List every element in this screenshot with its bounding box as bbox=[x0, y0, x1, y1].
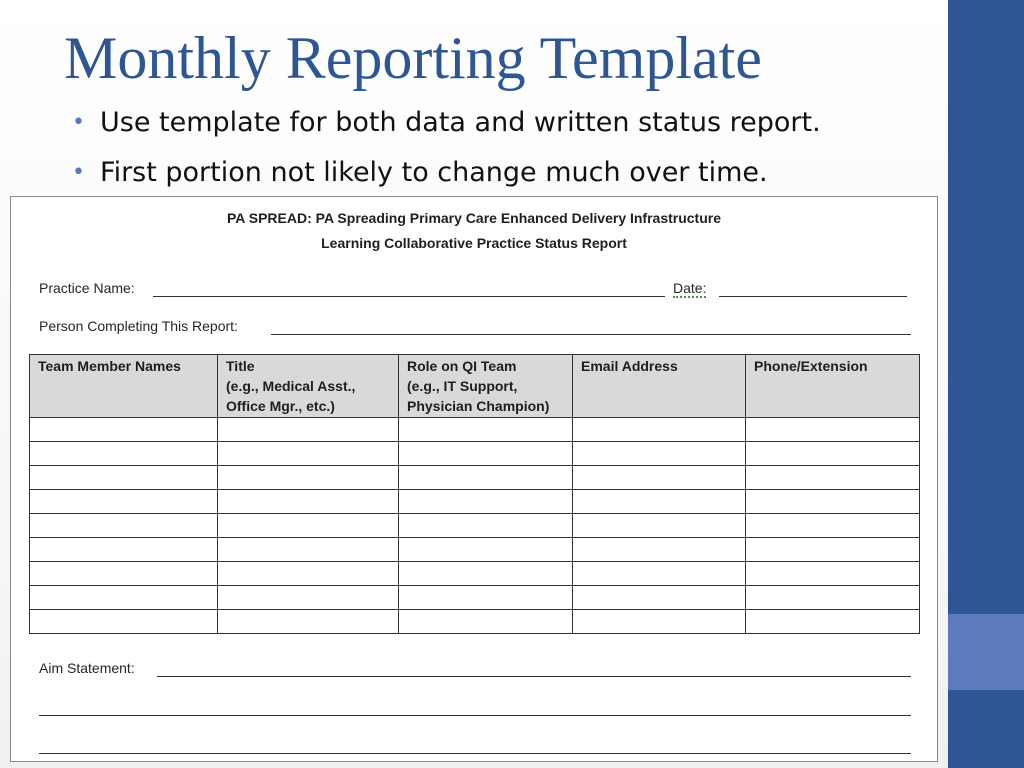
table-cell bbox=[399, 514, 573, 538]
bullet-dot-icon: • bbox=[72, 160, 85, 185]
table-cell bbox=[30, 490, 218, 514]
aim-statement-line-3 bbox=[39, 753, 911, 754]
table-cell bbox=[30, 442, 218, 466]
table-cell bbox=[399, 610, 573, 634]
table-cell bbox=[30, 514, 218, 538]
table-row bbox=[30, 418, 920, 442]
table-cell bbox=[746, 490, 920, 514]
table-cell bbox=[746, 610, 920, 634]
bullet-item bbox=[72, 100, 821, 150]
status-report-form-image bbox=[10, 196, 938, 762]
table-cell bbox=[399, 538, 573, 562]
bullet-list bbox=[72, 100, 821, 200]
date-line bbox=[719, 296, 907, 297]
table-row bbox=[30, 538, 920, 562]
table-cell bbox=[30, 586, 218, 610]
table-cell bbox=[746, 442, 920, 466]
table-cell bbox=[399, 442, 573, 466]
table-cell bbox=[399, 490, 573, 514]
column-header-role-on-qi-team bbox=[399, 355, 573, 418]
header-subtext: Physician Champion) bbox=[407, 398, 550, 414]
table-cell bbox=[399, 586, 573, 610]
header-text: Title bbox=[226, 358, 255, 374]
table-row bbox=[30, 466, 920, 490]
column-header-title bbox=[218, 355, 399, 418]
date-label-wrap bbox=[673, 279, 706, 297]
table-cell bbox=[573, 442, 746, 466]
header-subtext: (e.g., IT Support, bbox=[407, 378, 518, 394]
table-cell bbox=[218, 586, 399, 610]
table-cell bbox=[746, 466, 920, 490]
aim-statement-line-2 bbox=[39, 715, 911, 716]
table-cell bbox=[218, 538, 399, 562]
table-cell bbox=[218, 610, 399, 634]
table-cell bbox=[746, 418, 920, 442]
table-row bbox=[30, 562, 920, 586]
table-cell bbox=[218, 490, 399, 514]
table-cell bbox=[30, 418, 218, 442]
table-cell bbox=[573, 418, 746, 442]
table-cell bbox=[573, 490, 746, 514]
date-label: Date: bbox=[673, 280, 707, 296]
table-cell bbox=[218, 562, 399, 586]
bullet-item bbox=[72, 150, 821, 200]
column-header-team-member-names bbox=[30, 355, 218, 418]
table-cell bbox=[399, 466, 573, 490]
aim-statement-label: Aim Statement: bbox=[39, 660, 135, 676]
team-members-table bbox=[29, 354, 920, 634]
table-cell bbox=[399, 562, 573, 586]
bullet-dot-icon: • bbox=[72, 110, 85, 135]
table-cell bbox=[573, 562, 746, 586]
header-subtext: (e.g., Medical Asst., bbox=[226, 378, 356, 394]
table-cell bbox=[573, 466, 746, 490]
table-row bbox=[30, 490, 920, 514]
table-row bbox=[30, 586, 920, 610]
table-row bbox=[30, 514, 920, 538]
table-cell bbox=[746, 514, 920, 538]
table-cell bbox=[399, 418, 573, 442]
practice-name-line bbox=[153, 296, 665, 297]
table-cell bbox=[746, 562, 920, 586]
column-header-email-address bbox=[573, 355, 746, 418]
table-cell bbox=[573, 586, 746, 610]
header-subtext: Office Mgr., etc.) bbox=[226, 398, 335, 414]
header-text: Role on QI Team bbox=[407, 358, 517, 374]
table-cell bbox=[30, 610, 218, 634]
decorative-side-band-accent bbox=[948, 614, 1024, 690]
bullet-text: Use template for both data and written status report. bbox=[100, 107, 821, 138]
table-cell bbox=[30, 562, 218, 586]
table-cell bbox=[573, 538, 746, 562]
table-cell bbox=[218, 514, 399, 538]
bullet-text: First portion not likely to change much over time. bbox=[100, 157, 768, 188]
table-cell bbox=[218, 442, 399, 466]
column-header-phone-extension bbox=[746, 355, 920, 418]
table-cell bbox=[573, 514, 746, 538]
aim-statement-line-1 bbox=[157, 676, 911, 677]
slide-title: Monthly Reporting Template bbox=[64, 25, 762, 91]
table-header-row bbox=[30, 355, 920, 418]
table-cell bbox=[746, 538, 920, 562]
practice-name-label: Practice Name: bbox=[39, 280, 135, 296]
person-completing-line bbox=[271, 334, 911, 335]
header-text: Phone/Extension bbox=[754, 358, 868, 374]
table-cell bbox=[746, 586, 920, 610]
table-row bbox=[30, 610, 920, 634]
table-cell bbox=[218, 466, 399, 490]
table-cell bbox=[30, 466, 218, 490]
header-text: Team Member Names bbox=[38, 358, 181, 374]
table-row bbox=[30, 442, 920, 466]
table-cell bbox=[573, 610, 746, 634]
table-cell bbox=[218, 418, 399, 442]
form-heading-primary: PA SPREAD: PA Spreading Primary Care Enhanced Delivery Infrastructure bbox=[226, 210, 722, 226]
header-text: Email Address bbox=[581, 358, 678, 374]
form-heading-secondary: Learning Collaborative Practice Status Report bbox=[321, 235, 627, 251]
table-cell bbox=[30, 538, 218, 562]
person-completing-label: Person Completing This Report: bbox=[39, 318, 238, 334]
